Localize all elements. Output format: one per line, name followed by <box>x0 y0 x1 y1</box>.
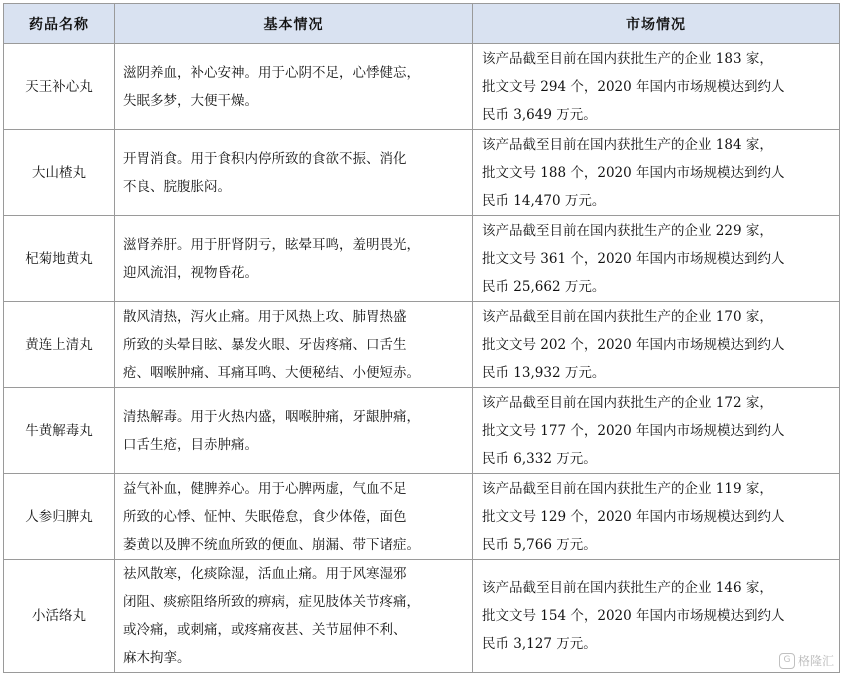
watermark-logo-icon: G <box>779 653 795 669</box>
market-info-cell <box>473 130 840 216</box>
basic-info-cell <box>115 474 473 560</box>
drug-name-cell: 人参归脾丸 <box>4 474 115 560</box>
market-info-text: 该产品截至目前在国内获批生产的企业 170 家， 批文文号 202 个，2020 年国内市场规模达到约人 民币 13,932 万元。 <box>482 308 785 381</box>
header-drug-name: 药品名称 <box>4 4 115 44</box>
drug-name-cell: 小活络丸 <box>4 560 115 673</box>
watermark-text: 格隆汇 <box>797 654 834 668</box>
market-info-cell <box>473 216 840 302</box>
basic-info-cell <box>115 560 473 673</box>
drug-name-cell: 天王补心丸 <box>4 44 115 130</box>
basic-info-text: 祛风散寒，化痰除湿，活血止痛。用于风寒湿邪 闭阻、痰瘀阻络所致的痹病，症见肢体关节疼痛， 或冷痛，或刺痛，或疼痛夜甚、关节屈伸不利、 麻木拘挛。 <box>123 566 420 666</box>
basic-info-text: 益气补血，健脾养心。用于心脾两虚，气血不足 所致的心悸、怔忡、失眠倦怠，食少体倦，面色 萎黄以及脾不统血所致的便血、崩漏、带下诸症。 <box>123 480 420 553</box>
drug-table <box>3 3 840 673</box>
table-row <box>4 130 840 216</box>
market-info-text: 该产品截至目前在国内获批生产的企业 146 家， 批文文号 154 个，2020 年国内市场规模达到约人 民币 3,127 万元。 <box>482 580 785 652</box>
market-info-text: 该产品截至目前在国内获批生产的企业 184 家， 批文文号 188 个，2020 年国内市场规模达到约人 民币 14,470 万元。 <box>482 136 785 209</box>
table-row <box>4 474 840 560</box>
drug-name-cell: 牛黄解毒丸 <box>4 388 115 474</box>
drug-name-cell: 黄连上清丸 <box>4 302 115 388</box>
header-market-info: 市场情况 <box>473 4 840 44</box>
market-info-cell <box>473 302 840 388</box>
table-row <box>4 560 840 673</box>
table-row <box>4 216 840 302</box>
basic-info-cell <box>115 130 473 216</box>
market-info-text: 该产品截至目前在国内获批生产的企业 119 家， 批文文号 129 个，2020 年国内市场规模达到约人 民币 5,766 万元。 <box>482 480 785 553</box>
basic-info-cell <box>115 44 473 130</box>
watermark <box>779 652 834 669</box>
table-row <box>4 44 840 130</box>
basic-info-text: 滋阴养血，补心安神。用于心阴不足，心悸健忘， 失眠多梦，大便干燥。 <box>123 64 420 109</box>
market-info-text: 该产品截至目前在国内获批生产的企业 229 家， 批文文号 361 个，2020 年国内市场规模达到约人 民币 25,662 万元。 <box>482 222 785 295</box>
table-row <box>4 302 840 388</box>
drug-name-cell: 大山楂丸 <box>4 130 115 216</box>
basic-info-text: 清热解毒。用于火热内盛，咽喉肿痛，牙龈肿痛， 口舌生疮，目赤肿痛。 <box>123 408 420 453</box>
market-info-cell <box>473 388 840 474</box>
basic-info-text: 开胃消食。用于食积内停所致的食欲不振、消化 不良、脘腹胀闷。 <box>123 150 407 195</box>
market-info-text: 该产品截至目前在国内获批生产的企业 183 家， 批文文号 294 个，2020 年国内市场规模达到约人 民币 3,649 万元。 <box>482 50 785 123</box>
header-row <box>4 4 840 44</box>
basic-info-cell <box>115 302 473 388</box>
drug-name-cell: 杞菊地黄丸 <box>4 216 115 302</box>
table-row <box>4 388 840 474</box>
market-info-cell <box>473 474 840 560</box>
basic-info-text: 散风清热，泻火止痛。用于风热上攻、肺胃热盛 所致的头晕目眩、暴发火眼、牙齿疼痛、口舌生 疮、咽喉肿痛、耳痛耳鸣、大便秘结、小便短赤。 <box>123 308 420 381</box>
basic-info-text: 滋肾养肝。用于肝肾阴亏，眩晕耳鸣，羞明畏光， 迎风流泪，视物昏花。 <box>123 236 420 281</box>
basic-info-cell <box>115 388 473 474</box>
basic-info-cell <box>115 216 473 302</box>
header-basic-info: 基本情况 <box>115 4 473 44</box>
market-info-text: 该产品截至目前在国内获批生产的企业 172 家， 批文文号 177 个，2020 年国内市场规模达到约人 民币 6,332 万元。 <box>482 394 785 467</box>
market-info-cell <box>473 44 840 130</box>
